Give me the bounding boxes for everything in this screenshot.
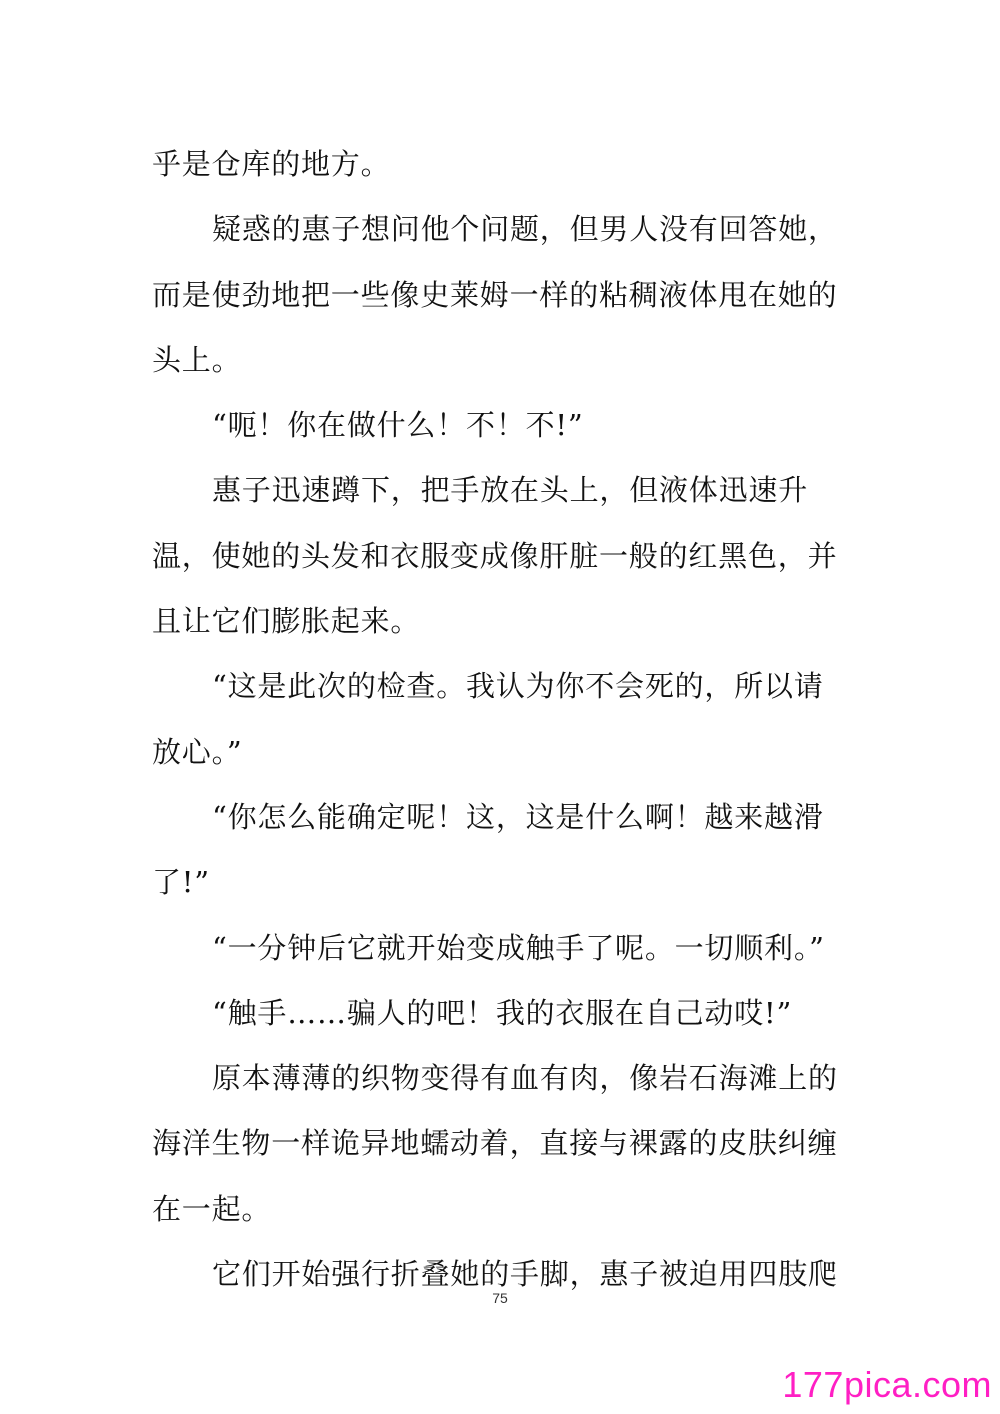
paragraph-1: 乎是仓库的地方。 xyxy=(152,147,391,181)
paragraph-8: “触手……骗人的吧！我的衣服在自己动哎!” xyxy=(212,995,793,1030)
paragraph-5: “这是此次的检查。我认为你不会死的，所以请放心。” xyxy=(152,669,824,769)
body-text xyxy=(152,132,852,1307)
paragraph-9: 原本薄薄的织物变得有血有肉，像岩石海滩上的海洋生物一样诡异地蠕动着，直接与裸露的皮肤纠缠在一起。 xyxy=(152,1061,838,1226)
paragraph-10: 它们开始强行折叠她的手脚，惠子被迫用四肢爬 xyxy=(212,1257,838,1292)
watermark-logo: 177pica.com xyxy=(782,1364,992,1405)
paragraph-7: “一分钟后它就开始变成触手了呢。一切顺利。” xyxy=(212,930,825,965)
paragraph-3: “呃！你在做什么！不！不!” xyxy=(212,408,584,443)
page-number: 75 xyxy=(492,1290,508,1306)
paragraph-6: “你怎么能确定呢！这，这是什么啊！越来越滑了!” xyxy=(152,799,824,900)
paragraph-2: 疑惑的惠子想问他个问题，但男人没有回答她，而是使劲地把一些像史莱姆一样的粘稠液体甩在她的头上。 xyxy=(152,212,838,377)
paragraph-4: 惠子迅速蹲下，把手放在头上，但液体迅速升温，使她的头发和衣服变成像肝脏一般的红黑色，并且让它们膨胀起来。 xyxy=(152,473,838,639)
